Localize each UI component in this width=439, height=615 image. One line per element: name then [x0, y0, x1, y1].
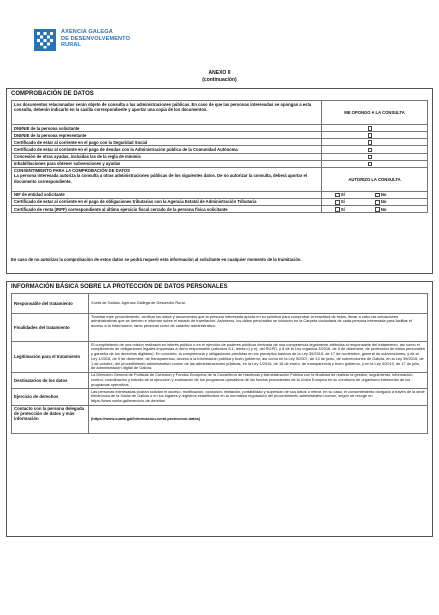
opposition-row-label: Inhabilitaciones para obtener subvenciones y ayudas: [12, 160, 322, 167]
no-label: No: [380, 192, 387, 198]
info-more-link[interactable]: (https://www.xunta.gal/informacion-xeral-proteccion-datos): [89, 405, 428, 433]
yes-checkbox[interactable]: [335, 200, 340, 205]
yes-label: Sí: [340, 199, 345, 205]
yes-checkbox[interactable]: [335, 207, 340, 212]
table-row: [12, 139, 428, 146]
no-checkbox[interactable]: [375, 207, 380, 212]
consent-row-label: Certificado de estar al corriente en el pago de obligaciones tributarias con la Agencia Estatal de Administración Tributaria: [12, 198, 322, 205]
table-row: [12, 153, 428, 160]
info-row-value: Las personas interesadas podrán solicitar el acceso, rectificación, oposición, limitación, portabilidad y supresión de sus datos o retirar, en su caso, el consentimiento otorgado a través de la sede electrónica de la Xunta de Galicia o en los lugares y registros establecidos en la normativa reguladora del procedimiento administrativo común, según se recoge en https://www.xunta.gal/exercicio-de-dereitos: [89, 389, 428, 405]
consent-footnote: En caso de no autorizar la comprobación de estos datos se podrá requerir esta información al solicitante en cualquier momento de la tramitación.: [11, 257, 302, 262]
no-checkbox[interactable]: [375, 193, 380, 198]
no-label: No: [380, 206, 387, 212]
info-row-value: El cumplimiento de una misión realizada en interés público o en el ejercicio de poderes públicos derivada de una competencia legalmente atribuida al responsable del tratamiento, así como el cumplimiento de obligaciones legales impuestas a dicho responsable (artículos 6.1, letras c) y e), del RGPD, y 8 de la Ley orgánica 3/2018, de 5 de diciembre, de protección de datos personales y garantía de los derechos digitales). En concreto, la competencia y obligaciones previstas en los preceptos básicos de la Ley 39/2015, de 17 de noviembre, general de subvenciones, y de la Ley 1/2016, de 9 de diciembre, de transparencia, acceso a la información pública y buen gobierno, así como en la Ley 9/2007, de 13 de junio, de subvenciones de Galicia, en la Ley 39/2015, de 1 de octubre, del procedimiento administrativo común de las administraciones públicas, en la Ley 1/2016, de 18 de enero, de transparencia y buen gobierno, y en la Ley 4/2019, de 17 de julio, de administración digital de Galicia.: [89, 342, 428, 373]
opposition-row-label: Certificado de estar al corriente en el pago con la Seguridad Social: [12, 139, 322, 146]
agency-name-line-3: RURAL: [61, 42, 82, 49]
yes-label: Sí: [340, 192, 345, 198]
table-row: [12, 372, 428, 388]
oppose-checkbox[interactable]: [368, 155, 373, 160]
annex-title: ANEXO II: [208, 70, 231, 76]
table-row: [12, 294, 428, 314]
consent-intro: La persona interesada autoriza la consulta a otras administraciones públicas de los siguientes datos. De no autorizar la consulta, deberá aportar el documento correspondiente.: [14, 173, 307, 184]
info-row-value: Tramitar este procedimiento, verificar los datos y documentos que la persona interesada aporta en su solicitud para comprobar la exactitud de estos, llevar a cabo las actuaciones administrativas que se deriven e informar sobre el estado de tramitación. Asimismo, los datos personales se incluirán en la Carpeta ciudadana de cada persona interesada para facilitar el acceso a la información, tanto personal como de carácter administrativo.: [89, 314, 428, 342]
yes-checkbox[interactable]: [335, 193, 340, 198]
oppose-column-header: ME OPONGO A LA CONSULTA: [322, 101, 428, 125]
opposition-row-label: DNI/NIE de la persona solicitante: [12, 125, 322, 132]
oppose-checkbox[interactable]: [368, 140, 373, 145]
info-row-value: La Dirección General de Políticas de Cohesión y Fondos Europeos de la Consellería de Hacienda y Administración Pública con la finalidad de realizar la gestión, seguimiento, información, control, coordinación y estudio de la ejecución y evaluación de los programas operativos de los fondos procedentes de la Unión Europea en su condición de organismo intermedio de los programas operativos.: [89, 372, 428, 388]
no-checkbox[interactable]: [375, 200, 380, 205]
table-row: [12, 314, 428, 342]
consent-title: CONSENTIMIENTO PARA LA COMPROBACIÓN DE DATOS: [14, 168, 130, 174]
info-row-label: Destinatarios de los datos: [12, 372, 89, 388]
info-row-label: Finalidades del tratamiento: [12, 314, 89, 342]
table-row: [12, 125, 428, 132]
table-row: [12, 389, 428, 405]
oppose-checkbox[interactable]: [368, 126, 373, 131]
table-row: [12, 132, 428, 139]
agency-logo: [34, 26, 234, 58]
oppose-checkbox[interactable]: [368, 162, 373, 167]
opposition-row-label: Concesión de otras ayudas, incluidas las de la regla de mínimis: [12, 153, 322, 160]
table-row: [12, 160, 428, 167]
authorize-column-header: AUTORIZO LA CONSULTA: [322, 167, 428, 191]
table-row: [12, 206, 428, 213]
agency-logo-mark-icon: [34, 29, 56, 51]
annex-subtitle: (continuación): [202, 77, 237, 83]
oppose-checkbox[interactable]: [368, 148, 373, 153]
opposition-row-label: Certificado de estar al corriente en el pago de deudas con la Administración pública de la Comunidad Autónoma: [12, 146, 322, 153]
consent-row-label: NIF de entidad solicitante: [12, 191, 322, 198]
data-protection-table: [11, 293, 428, 434]
table-row: [12, 198, 428, 205]
info-row-value: Xunta de Galicia. Agencia Gallega de Desarrollo Rural.: [89, 294, 428, 314]
data-protection-title: INFORMACIÓN BÁSICA SOBRE LA PROTECCIÓN DE DATOS PERSONALES: [11, 284, 228, 290]
table-row: [12, 405, 428, 433]
agency-name: [61, 29, 130, 49]
no-label: No: [380, 199, 387, 205]
consent-intro-cell: [12, 167, 322, 191]
agency-name-line-1: AXENCIA GALEGA: [61, 29, 113, 35]
info-row-label: Legitimación para el tratamiento: [12, 342, 89, 373]
table-row: [12, 191, 428, 198]
consent-row-label: Certificado de renta (IRPF) correspondiente al último ejercicio fiscal cerrado de la persona física solicitante: [12, 206, 322, 213]
info-row-label: Responsable del tratamiento: [12, 294, 89, 314]
opposition-table: [11, 100, 428, 213]
opposition-intro: Los documentos relacionados serán objeto de consulta a las administraciones públicas. En caso de que las personas interesadas se opongan a esta consulta, deberán indicarlo en la casilla correspondiente y aportar una copia de los documentos.: [12, 101, 322, 125]
oppose-checkbox[interactable]: [368, 133, 373, 138]
agency-name-line-2: DE DESENVOLVEMENTO: [61, 35, 131, 42]
yes-label: Sí: [340, 206, 345, 212]
info-row-label: Contacto con la persona delegada de protección de datos y más información: [12, 405, 89, 433]
table-row: [12, 146, 428, 153]
info-row-label: Ejercicio de derechos: [12, 389, 89, 405]
data-verification-title: COMPROBACIÓN DE DATOS: [11, 91, 94, 97]
table-row: [12, 342, 428, 373]
opposition-row-label: DNI/NIE de la persona representante: [12, 132, 322, 139]
